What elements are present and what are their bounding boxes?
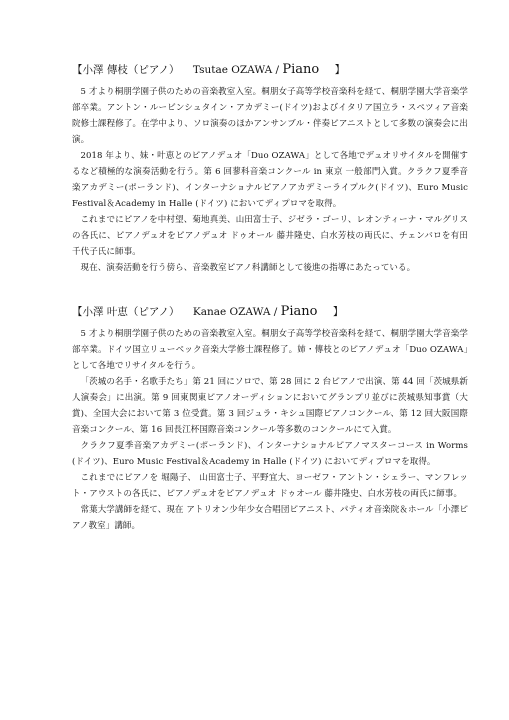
heading-japanese-name: 【小澤 傳枝（ピアノ） bbox=[72, 64, 180, 76]
bio-heading bbox=[72, 302, 468, 322]
bio-paragraph: クラクフ夏季音楽アカデミー(ポーランド)、インターナショナルピアノマスターコース in Worms (ドイツ)、Euro Music Festival＆Academy in Halle (ドイツ) においてディプロマを取得。 bbox=[72, 441, 468, 467]
bio-tsutae-ozawa bbox=[72, 60, 468, 276]
bio-paragraph: 2018 年より、妹・叶恵とのピアノデュオ「Duo OZAWA」として各地でデュオリサイタルを開催するなど積極的な演奏活動を行う。第 6 回蓼科音楽コンクール in 東京 一般部門入賞。クラクフ夏季音楽アカデミー(ポーランド)、インターナショナルピアノアカデミーライプルク(ドイツ)、Euro Music Festival＆Academy in Halle (ドイツ) においてディプロマを取得。 bbox=[72, 151, 468, 209]
heading-english-name: Tsutae OZAWA / bbox=[192, 64, 280, 76]
bio-paragraph: これまでにピアノを中村望、菊地真美、山田富士子、ジゼラ・ゴーリ、レオンティーナ・マルグリスの各氏に、ピアノデュオをピアノデュオ ドゥオール 藤井隆史、白水芳枝の両氏に、チェンバロを有田千代子氏に師事。 bbox=[72, 215, 468, 257]
bio-heading bbox=[72, 60, 468, 80]
heading-instrument: Piano bbox=[280, 304, 318, 319]
document-page bbox=[72, 60, 468, 534]
heading-close-bracket: 】 bbox=[332, 306, 344, 318]
heading-english-name: Kanae OZAWA / bbox=[192, 306, 278, 318]
bio-paragraph: 5 才より桐朋学園子供のための音楽教室入室。桐朋女子高等学校音楽科を経て、桐朋学園大学音楽学部卒業。ドイツ国立リューベック音楽大学修士課程修了。姉・傳枝とのピアノデュオ「Duo OZAWA」として各地でリサイタルを行う。 bbox=[72, 329, 468, 371]
bio-paragraph: 5 才より桐朋学園子供のための音楽教室入室。桐朋女子高等学校音楽科を経て、桐朋学園大学音楽学部卒業。アントン・ルービンシュタイン・アカデミー(ドイツ)およびイタリア国立ラ・スペツィア音楽院修士課程修了。在学中より、ソロ演奏のほかアンサンブル・伴奏ピアニストとして多数の演奏会に出演。 bbox=[72, 87, 468, 145]
bio-kanae-ozawa bbox=[72, 302, 468, 534]
bio-paragraph: 常葉大学講師を経て、現在 アトリオン少年少女合唱団ピアニスト、パティオ音楽院＆ホール「小澤ピアノ教室」講師。 bbox=[72, 505, 469, 531]
bio-paragraph: これまでにピアノを 堀陽子、 山田富士子、平野宜大、ヨーゼフ・アントン・シェラー、マンフレット・アウストの各氏に、ピアノデュオをピアノデュオ ドゥオール 藤井隆史、白水芳枝の両氏に師事。 bbox=[72, 473, 468, 499]
bio-paragraph: 現在、演奏活動を行う傍ら、音楽教室ピアノ科講師として後進の指導にあたっている。 bbox=[80, 263, 416, 273]
heading-instrument: Piano bbox=[282, 62, 320, 77]
heading-japanese-name: 【小澤 叶恵（ピアノ） bbox=[72, 306, 180, 318]
heading-close-bracket: 】 bbox=[334, 64, 346, 76]
bio-paragraph: 「茨城の名手・名歌手たち」第 21 回にソロで、第 28 回に 2 台ピアノで出演、第 44 回「茨城県新人演奏会」に出演。第 9 回東関東ピアノオーディションにおいてグランプリ並びに茨城県知事賞（大賞)、全国大会において第 3 位受賞。第 3 回ジュラ・キシュ国際ピアノコンクール、第 12 回大阪国際音楽コンクール、第 16 回長江杯国際音楽コンクール等多数のコンクールにて入賞。 bbox=[72, 377, 468, 435]
